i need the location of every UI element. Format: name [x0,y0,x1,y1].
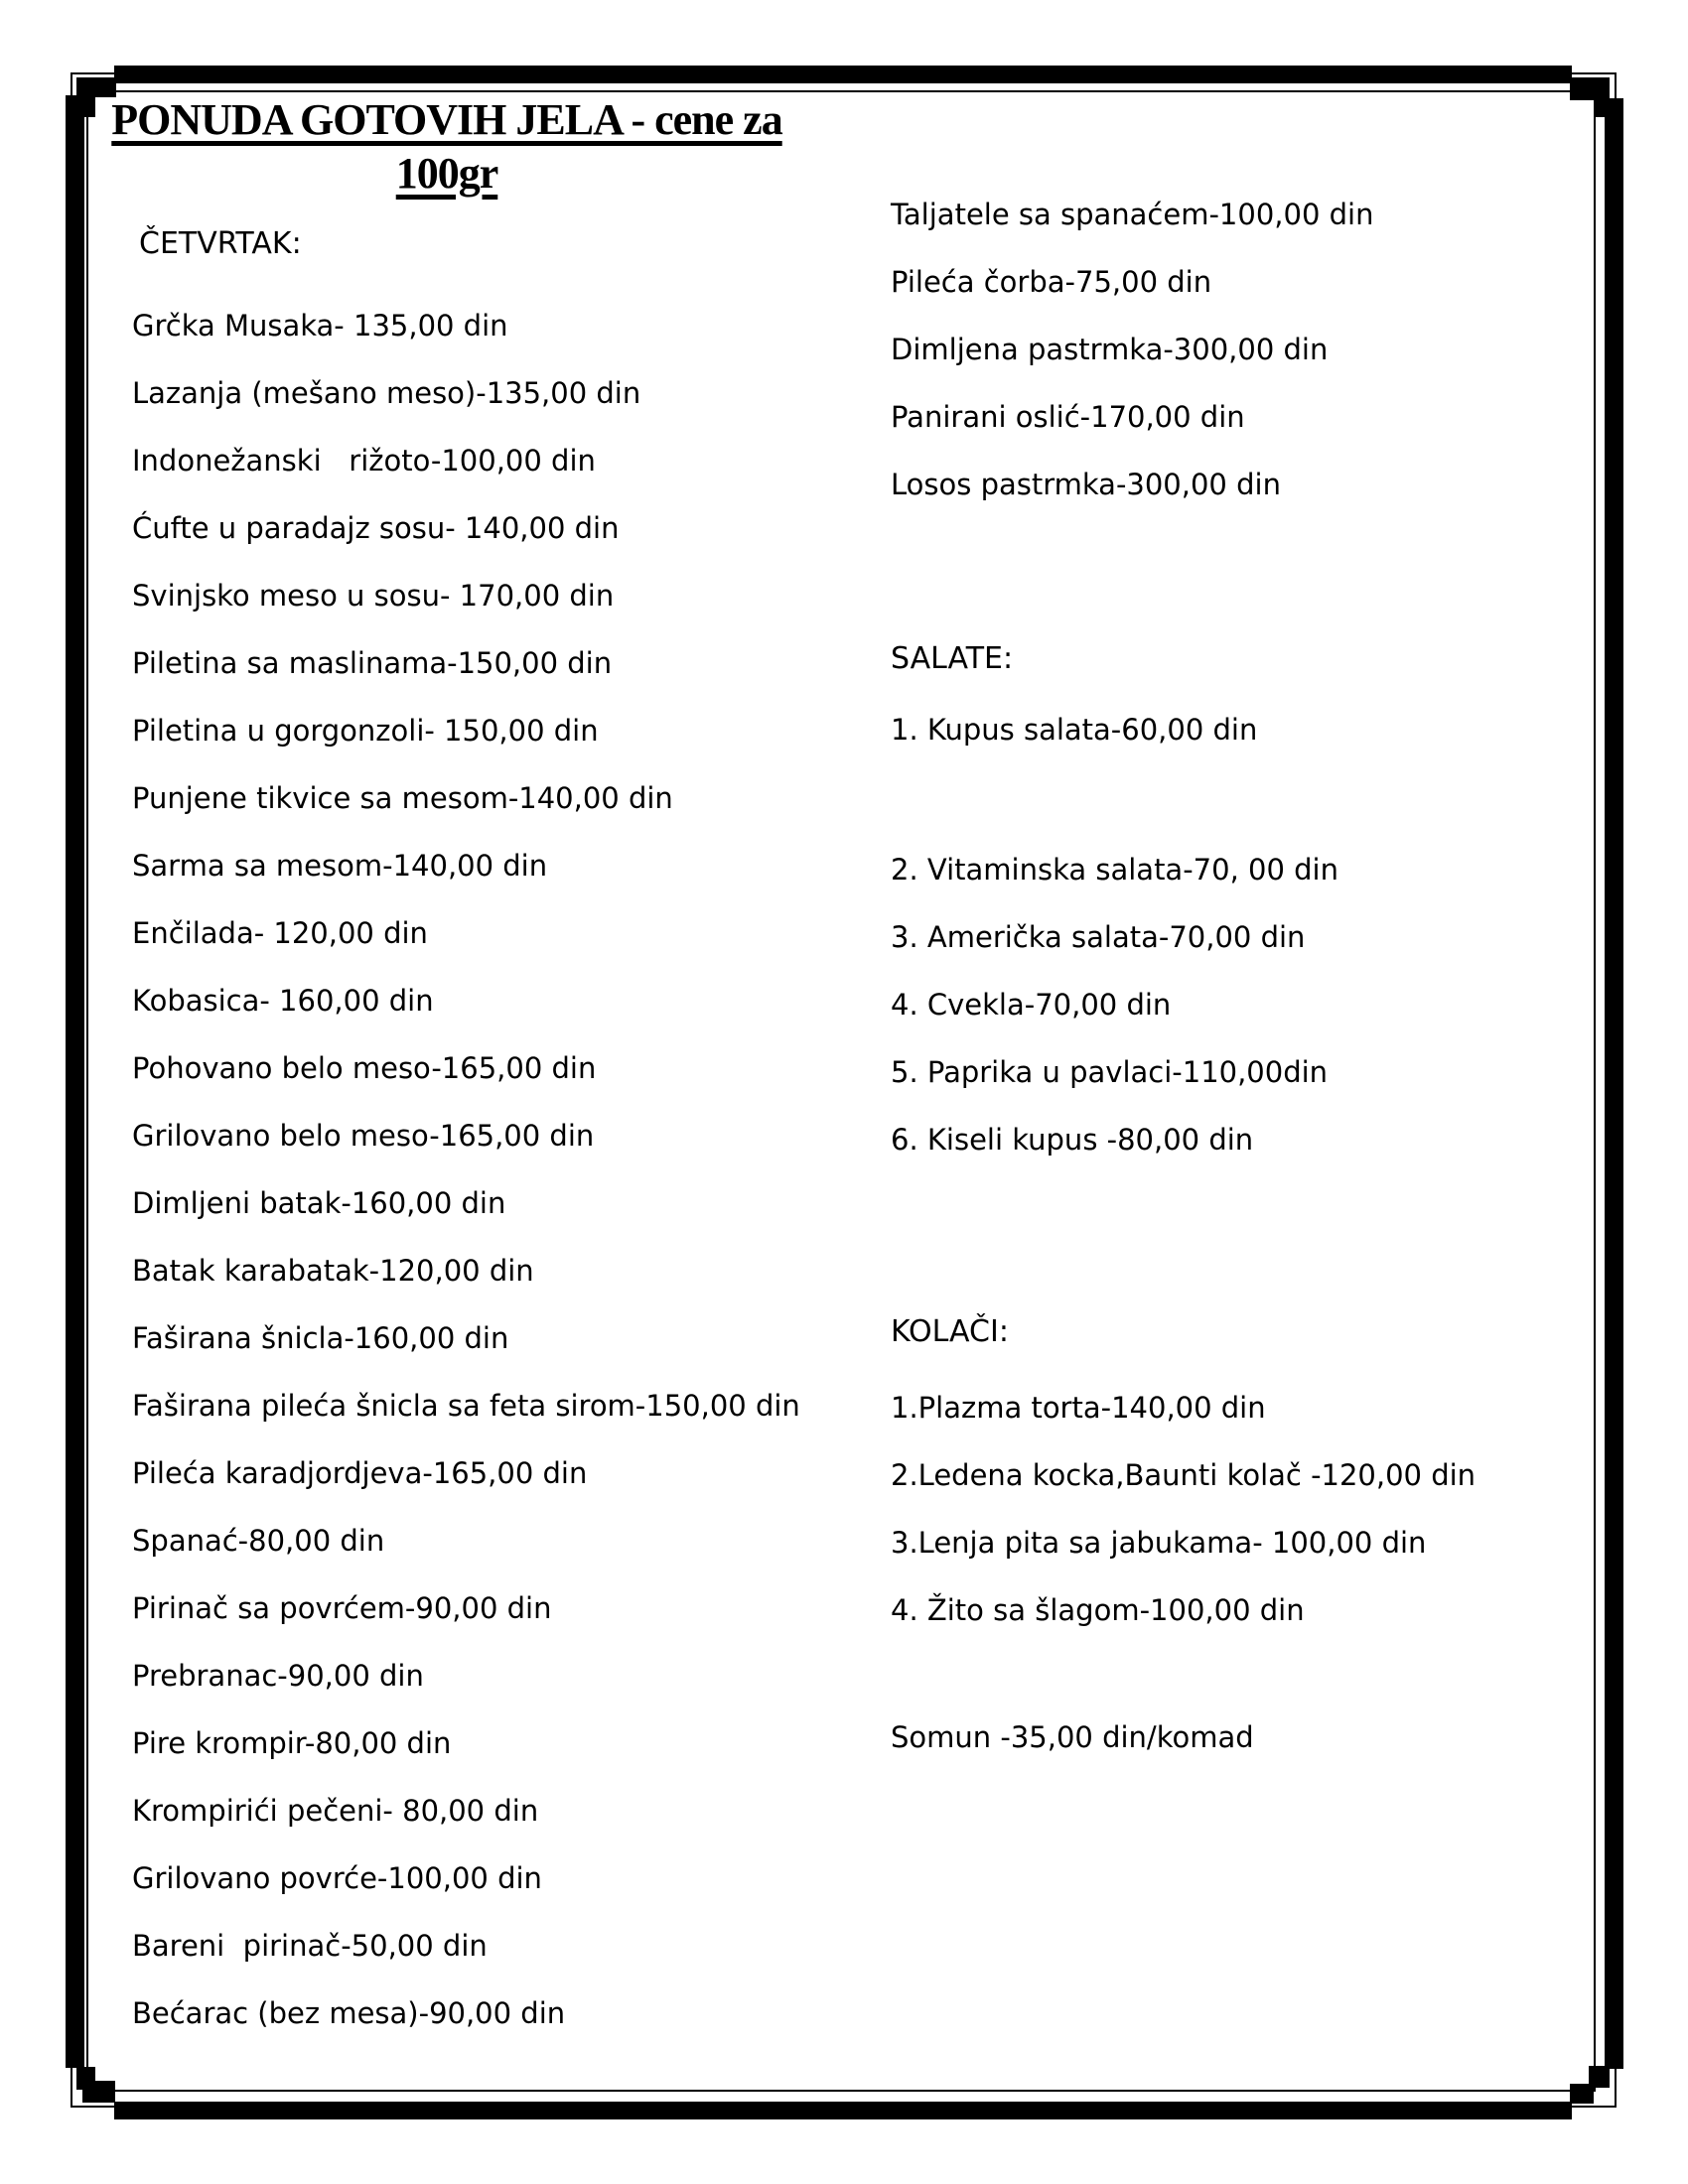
menu-item: 2. Vitaminska salata-70, 00 din [891,853,1338,887]
menu-item: Svinjsko meso u sosu- 170,00 din [132,579,615,613]
desserts-header: KOLAČI: [891,1314,1009,1349]
menu-item: Piletina u gorgonzoli- 150,00 din [132,714,599,748]
border-thick-top [114,66,1572,83]
menu-item: Taljatele sa spanaćem-100,00 din [891,198,1374,231]
salads-header: SALATE: [891,641,1014,676]
menu-item: Dimljena pastrmka-300,00 din [891,333,1329,366]
menu-item: Spanać-80,00 din [132,1524,385,1558]
menu-item: Ćufte u paradajz sosu- 140,00 din [132,511,620,545]
menu-item: Grilovano belo meso-165,00 din [132,1119,595,1153]
menu-item: Batak karabatak-120,00 din [132,1254,534,1288]
border-corner-step [1570,2084,1594,2104]
menu-item: 2.Ledena kocka,Baunti kolač -120,00 din [891,1458,1477,1492]
menu-item: Pileća čorba-75,00 din [891,265,1212,299]
menu-item: Pileća karadjordjeva-165,00 din [132,1456,588,1490]
menu-item: Piletina sa maslinama-150,00 din [132,646,613,680]
menu-item: Sarma sa mesom-140,00 din [132,849,548,883]
menu-item: Grilovano povrće-100,00 din [132,1861,542,1895]
menu-item: Somun -35,00 din/komad [891,1720,1254,1754]
menu-item: Panirani oslić-170,00 din [891,400,1245,434]
page-title [104,93,789,201]
dessert-menu-items [891,1374,1476,1644]
menu-item: Pohovano belo meso-165,00 din [132,1051,597,1085]
menu-item: Faširana pileća šnicla sa feta sirom-150,00 din [132,1389,800,1423]
border-thick-left [66,116,84,2068]
page-title-line2: 100gr [395,149,498,198]
border-corner-step [66,95,95,117]
menu-item: Pire krompir-80,00 din [132,1726,452,1760]
page-title-line1: PONUDA GOTOVIH JELA - cene za [111,95,782,144]
border-corner-step [82,2081,115,2103]
menu-item: Faširana šnicla-160,00 din [132,1321,509,1355]
menu-item: Punjene tikvice sa mesom-140,00 din [132,781,673,815]
menu-item: Enčilada- 120,00 din [132,916,428,950]
menu-item: Losos pastrmka-300,00 din [891,468,1281,501]
menu-item: Bećarac (bez mesa)-90,00 din [132,1996,566,2030]
menu-item: Grčka Musaka- 135,00 din [132,309,508,342]
menu-item: 3. Američka salata-70,00 din [891,920,1306,954]
menu-item: Lazanja (mešano meso)-135,00 din [132,376,641,410]
menu-item: 4. Cvekla-70,00 din [891,988,1172,1022]
menu-item: 3.Lenja pita sa jabukama- 100,00 din [891,1526,1427,1560]
menu-item: Prebranac-90,00 din [132,1659,424,1693]
border-corner-step [1594,98,1623,117]
menu-item: Kobasica- 160,00 din [132,984,434,1018]
menu-item: 5. Paprika u pavlaci-110,00din [891,1055,1329,1089]
border-corner-step [1570,77,1610,100]
fish-menu-items [891,181,1373,518]
menu-item: Dimljeni batak-160,00 din [132,1186,506,1220]
menu-item: Indonežanski rižoto-100,00 din [132,444,596,478]
menu-item: 6. Kiseli kupus -80,00 din [891,1123,1254,1157]
border-thick-bottom [114,2102,1572,2119]
left-menu-items [132,292,800,2047]
menu-item: Pirinač sa povrćem-90,00 din [132,1591,552,1625]
menu-item: 1.Plazma torta-140,00 din [891,1391,1266,1425]
menu-item: 4. Žito sa šlagom-100,00 din [891,1593,1305,1627]
border-thick-right [1605,99,1623,2069]
menu-item: Bareni pirinač-50,00 din [132,1929,488,1963]
day-header: ČETVRTAK: [139,226,302,261]
salad-menu-items [891,836,1338,1173]
menu-item: Krompirići pečeni- 80,00 din [132,1794,539,1828]
menu-item: 1. Kupus salata-60,00 din [891,713,1258,747]
